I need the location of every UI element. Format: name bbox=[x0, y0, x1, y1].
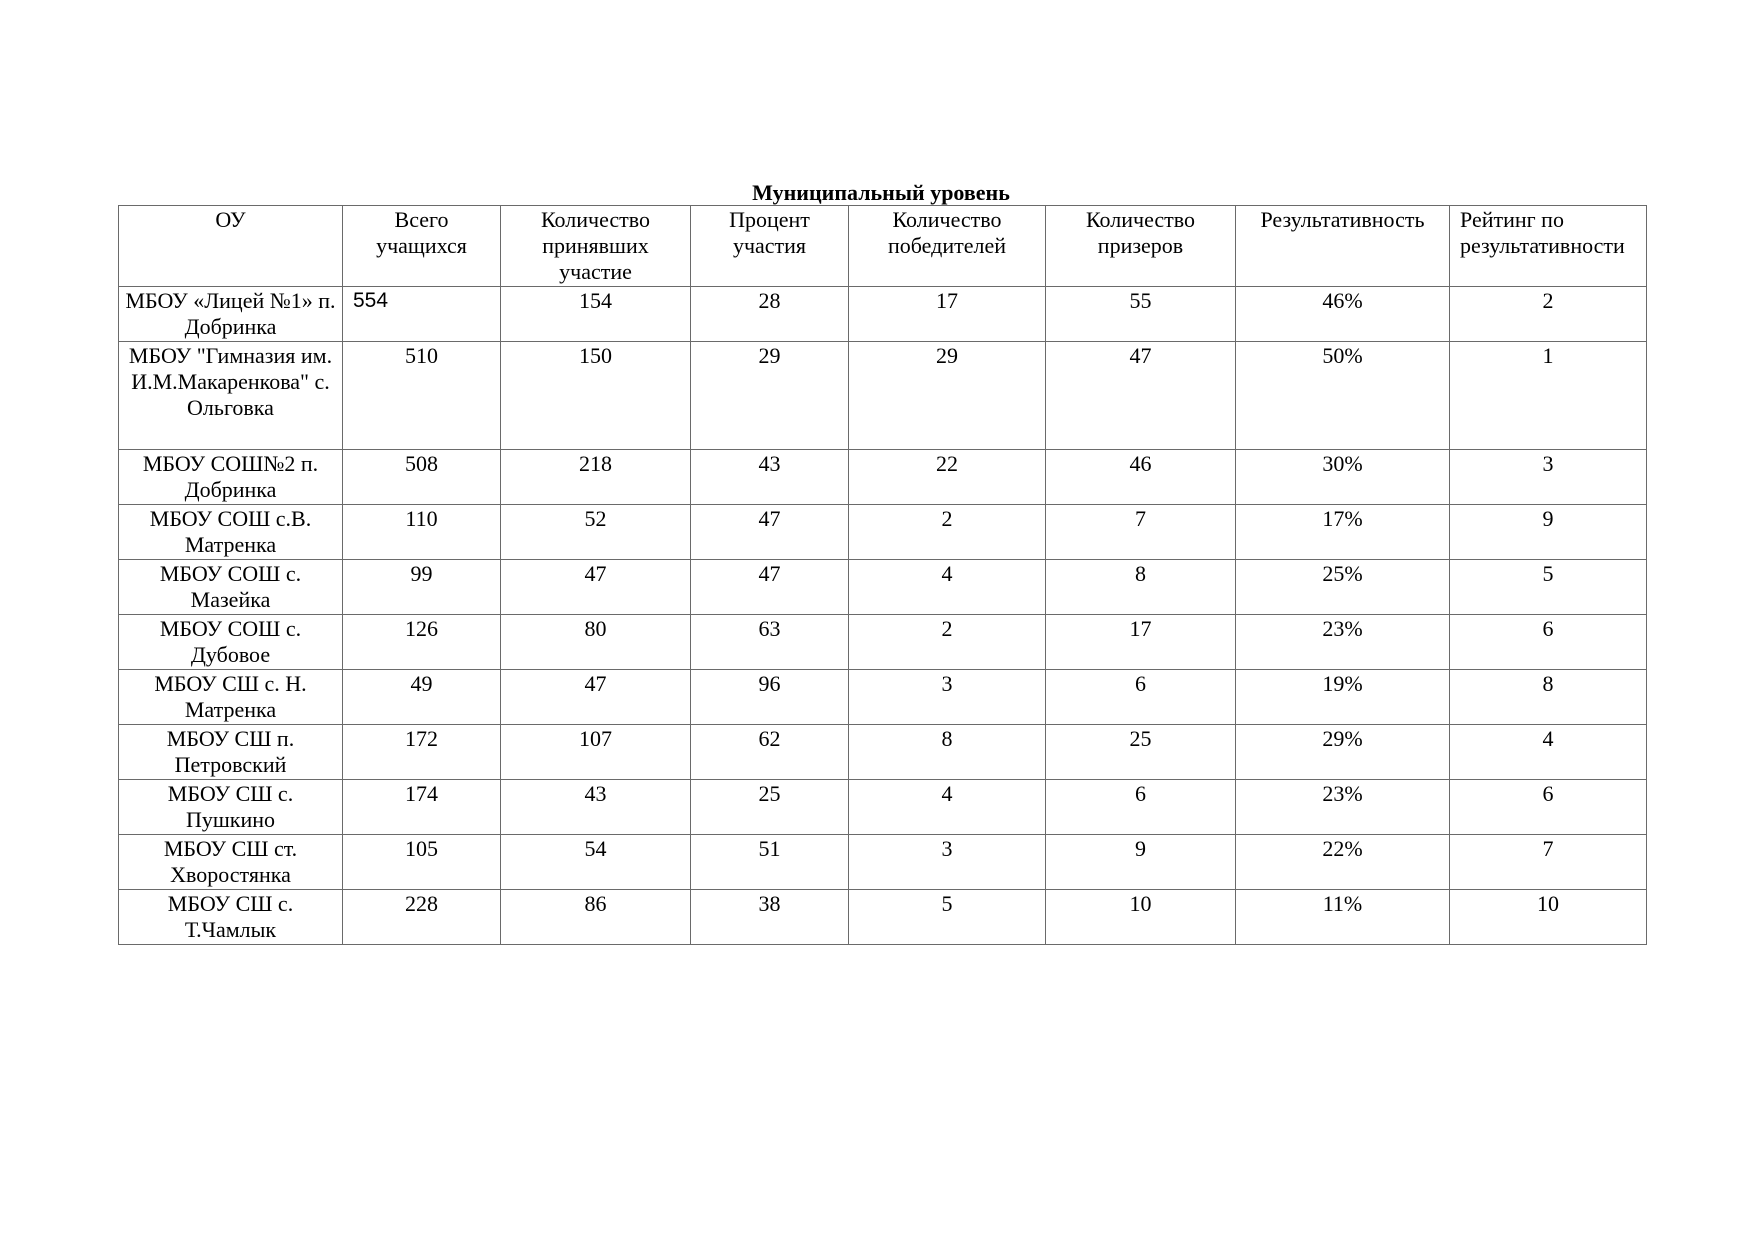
cell-effectiveness: 22% bbox=[1236, 835, 1450, 890]
table-row bbox=[119, 505, 1647, 560]
cell-rating: 5 bbox=[1450, 560, 1647, 615]
cell-percent: 96 bbox=[691, 670, 849, 725]
cell-percent: 38 bbox=[691, 890, 849, 945]
cell-prizewinners: 47 bbox=[1046, 342, 1236, 450]
cell-participants: 150 bbox=[501, 342, 691, 450]
cell-winners: 2 bbox=[849, 505, 1046, 560]
cell-prizewinners: 7 bbox=[1046, 505, 1236, 560]
cell-school: МБОУ СОШ с.В. Матренка bbox=[119, 505, 343, 560]
cell-percent: 47 bbox=[691, 505, 849, 560]
cell-winners: 8 bbox=[849, 725, 1046, 780]
cell-rating: 4 bbox=[1450, 725, 1647, 780]
cell-rating: 7 bbox=[1450, 835, 1647, 890]
cell-total: 172 bbox=[343, 725, 501, 780]
cell-rating: 10 bbox=[1450, 890, 1647, 945]
cell-percent: 47 bbox=[691, 560, 849, 615]
table-row bbox=[119, 615, 1647, 670]
cell-total: 228 bbox=[343, 890, 501, 945]
cell-winners: 3 bbox=[849, 835, 1046, 890]
cell-rating: 3 bbox=[1450, 450, 1647, 505]
cell-participants: 154 bbox=[501, 287, 691, 342]
table-row bbox=[119, 835, 1647, 890]
cell-percent: 62 bbox=[691, 725, 849, 780]
cell-school: МБОУ СШ с. Т.Чамлык bbox=[119, 890, 343, 945]
header-school: ОУ bbox=[119, 206, 343, 287]
cell-total: 174 bbox=[343, 780, 501, 835]
cell-school: МБОУ «Лицей №1» п. Добринка bbox=[119, 287, 343, 342]
cell-rating: 9 bbox=[1450, 505, 1647, 560]
cell-percent: 43 bbox=[691, 450, 849, 505]
cell-winners: 2 bbox=[849, 615, 1046, 670]
cell-effectiveness: 30% bbox=[1236, 450, 1450, 505]
cell-prizewinners: 6 bbox=[1046, 780, 1236, 835]
cell-school: МБОУ "Гимназия им. И.М.Макаренкова" с. Ольговка bbox=[119, 342, 343, 450]
cell-percent: 29 bbox=[691, 342, 849, 450]
cell-total: 105 bbox=[343, 835, 501, 890]
cell-effectiveness: 46% bbox=[1236, 287, 1450, 342]
cell-total: 110 bbox=[343, 505, 501, 560]
header-rating: Рейтинг по результативности bbox=[1450, 206, 1647, 287]
cell-prizewinners: 9 bbox=[1046, 835, 1236, 890]
cell-total: 49 bbox=[343, 670, 501, 725]
cell-participants: 43 bbox=[501, 780, 691, 835]
header-winners: Количество победителей bbox=[849, 206, 1046, 287]
table-row bbox=[119, 287, 1647, 342]
results-table bbox=[118, 205, 1647, 945]
cell-winners: 5 bbox=[849, 890, 1046, 945]
cell-participants: 107 bbox=[501, 725, 691, 780]
cell-school: МБОУ СШ п. Петровский bbox=[119, 725, 343, 780]
cell-total: 508 bbox=[343, 450, 501, 505]
cell-participants: 54 bbox=[501, 835, 691, 890]
cell-effectiveness: 11% bbox=[1236, 890, 1450, 945]
cell-winners: 4 bbox=[849, 780, 1046, 835]
cell-winners: 29 bbox=[849, 342, 1046, 450]
cell-effectiveness: 50% bbox=[1236, 342, 1450, 450]
cell-rating: 6 bbox=[1450, 780, 1647, 835]
cell-total: 510 bbox=[343, 342, 501, 450]
cell-school: МБОУ СОШ с. Дубовое bbox=[119, 615, 343, 670]
cell-prizewinners: 17 bbox=[1046, 615, 1236, 670]
cell-school: МБОУ СШ ст. Хворостянка bbox=[119, 835, 343, 890]
cell-winners: 3 bbox=[849, 670, 1046, 725]
cell-effectiveness: 29% bbox=[1236, 725, 1450, 780]
cell-effectiveness: 17% bbox=[1236, 505, 1450, 560]
table-row bbox=[119, 342, 1647, 450]
cell-effectiveness: 23% bbox=[1236, 780, 1450, 835]
table-row bbox=[119, 725, 1647, 780]
cell-rating: 6 bbox=[1450, 615, 1647, 670]
table-row bbox=[119, 450, 1647, 505]
header-prizewinners: Количество призеров bbox=[1046, 206, 1236, 287]
cell-rating: 8 bbox=[1450, 670, 1647, 725]
cell-effectiveness: 25% bbox=[1236, 560, 1450, 615]
table-row bbox=[119, 890, 1647, 945]
table-row bbox=[119, 780, 1647, 835]
table-row bbox=[119, 670, 1647, 725]
cell-participants: 86 bbox=[501, 890, 691, 945]
cell-percent: 63 bbox=[691, 615, 849, 670]
cell-winners: 4 bbox=[849, 560, 1046, 615]
cell-total: 126 bbox=[343, 615, 501, 670]
cell-participants: 218 bbox=[501, 450, 691, 505]
cell-effectiveness: 19% bbox=[1236, 670, 1450, 725]
cell-percent: 28 bbox=[691, 287, 849, 342]
cell-school: МБОУ СОШ с. Мазейка bbox=[119, 560, 343, 615]
cell-prizewinners: 10 bbox=[1046, 890, 1236, 945]
cell-school: МБОУ СОШ№2 п. Добринка bbox=[119, 450, 343, 505]
cell-participants: 47 bbox=[501, 560, 691, 615]
header-participation-percent: Процент участия bbox=[691, 206, 849, 287]
header-effectiveness: Результативность bbox=[1236, 206, 1450, 287]
page-title: Муниципальный уровень bbox=[752, 180, 1010, 205]
cell-prizewinners: 55 bbox=[1046, 287, 1236, 342]
cell-rating: 2 bbox=[1450, 287, 1647, 342]
header-participants: Количество принявших участие bbox=[501, 206, 691, 287]
table-header-row bbox=[119, 206, 1647, 287]
cell-prizewinners: 6 bbox=[1046, 670, 1236, 725]
cell-total: 99 bbox=[343, 560, 501, 615]
cell-percent: 25 bbox=[691, 780, 849, 835]
cell-winners: 17 bbox=[849, 287, 1046, 342]
cell-participants: 52 bbox=[501, 505, 691, 560]
cell-prizewinners: 25 bbox=[1046, 725, 1236, 780]
table-row bbox=[119, 560, 1647, 615]
cell-participants: 80 bbox=[501, 615, 691, 670]
header-total-students: Всего учащихся bbox=[343, 206, 501, 287]
cell-prizewinners: 46 bbox=[1046, 450, 1236, 505]
cell-winners: 22 bbox=[849, 450, 1046, 505]
cell-school: МБОУ СШ с. Пушкино bbox=[119, 780, 343, 835]
cell-prizewinners: 8 bbox=[1046, 560, 1236, 615]
cell-rating: 1 bbox=[1450, 342, 1647, 450]
cell-participants: 47 bbox=[501, 670, 691, 725]
cell-total: 554 bbox=[343, 287, 501, 342]
cell-percent: 51 bbox=[691, 835, 849, 890]
cell-school: МБОУ СШ с. Н. Матренка bbox=[119, 670, 343, 725]
cell-effectiveness: 23% bbox=[1236, 615, 1450, 670]
